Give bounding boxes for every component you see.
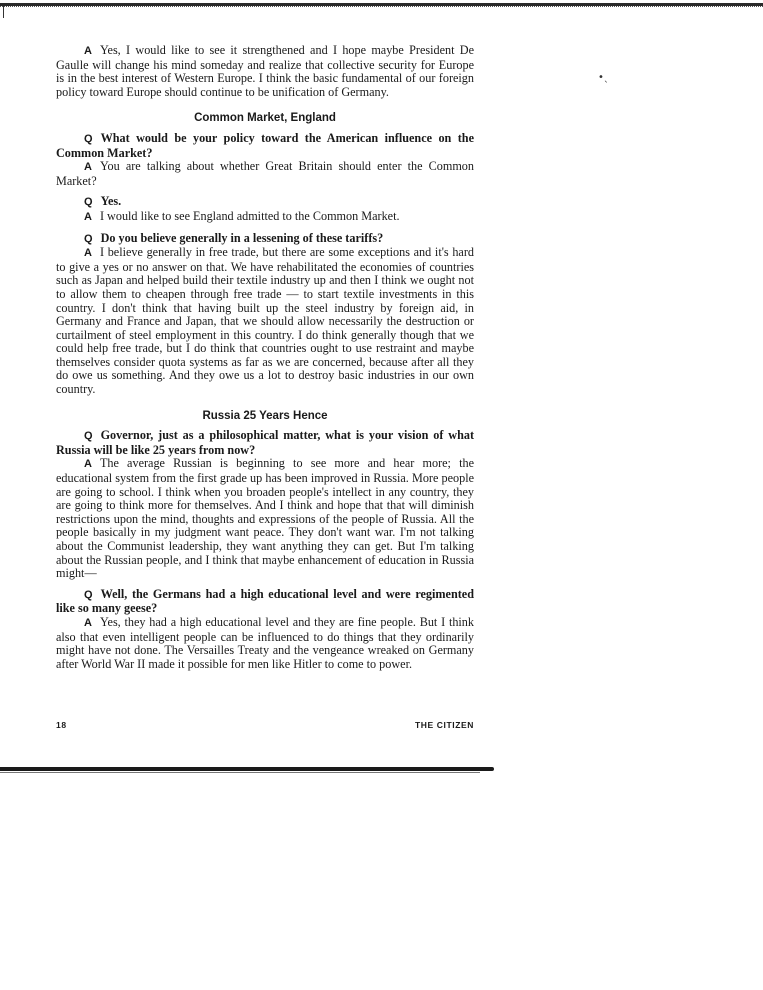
answer-marker: A [84,247,92,260]
answer-text: I believe generally in free trade, but there are some exceptions and it's hard to give a yes or no answer on that. We have rehabilitated the economies of countries such as Japan and helped build their textile industry up and then I think we ought not to allow them to cheapen through free trade — to start textile investments in this country. I don't think that having built up the steel industry by foreign aid, in Germany and France and Japan, that we should allow necessarily the destruction or curtailment of steel employment in this country. I do think generally though that we could help free trade, but I do think that countries ought to use restraint and maybe themselves consider quota systems as far as we are concerned, because after all they do owe us something. And they owe us a lot to destroy basic industries in our own country. [56,245,474,397]
section-heading: Russia 25 Years Hence [202,409,328,422]
question-text: Well, the Germans had a high educational level and were regimented like so many geese? [56,586,474,616]
question-marker: Q [84,132,93,145]
question-paragraph [56,429,474,457]
question-paragraph [56,588,474,616]
publication-name: THE CITIZEN [414,720,474,730]
answer-marker: A [84,161,92,174]
corner-mark [3,6,4,18]
question-marker: Q [84,232,93,245]
answer-paragraph [56,246,474,397]
section-heading: Common Market, England [194,112,336,125]
answer-paragraph [56,44,474,99]
question-paragraph [56,195,474,210]
answer-text: Yes, they had a high educational level and they are fine people. But I think also that even intelligent people can be influenced to do things that they ordinarily might have not done. The Versailles Treaty and the vengeance wreaked on Germany after World War II made it possible for men like Hitler to come to power. [56,614,474,671]
question-text: Yes. [100,194,122,209]
question-text: What would be your policy toward the American influence on the Common Market? [56,130,474,160]
answer-marker: A [84,210,92,223]
answer-paragraph [56,160,474,188]
answer-text: The average Russian is beginning to see more and hear more; the educational system from the first grade up has been improved in Russia. More people are going to school. I think when you broaden people's intellect in any country, they are going to think more for themselves. And I think and hope that that will diminish restrictions upon the mind, thoughts and expressions of the people of Russia. All the people basically in my judgment want peace. They don't want war. I'm not talking about the Communist leadership, they want anything they can get. But I'm talking about the Russian people, and I think that maybe enhancement of education in Russia might— [56,456,474,581]
answer-marker: A [84,45,92,57]
answer-paragraph [56,210,474,225]
answer-text: You are talking about whether Great Britain should enter the Common Market? [56,159,474,188]
article-column [56,44,474,671]
answer-text: Yes, I would like to see it strengthened and I hope maybe President De Gaulle will change his mind someday and realize that collective security for Europe is in the best interest of Western Europe. I think the basic fundamental of our foreign policy toward Europe should continue to be unification of Germany. [56,43,474,99]
question-paragraph [56,232,474,247]
page-number: 18 [56,720,67,730]
bottom-rule [0,767,494,771]
answer-marker: A [84,458,92,471]
bottom-thin-rule [0,772,480,773]
answer-paragraph [56,616,474,671]
answer-marker: A [84,616,92,629]
question-marker: Q [84,588,93,601]
question-marker: Q [84,430,93,443]
question-text: Do you believe generally in a lessening of these tariffs? [100,230,384,245]
question-text: Governor, just as a philosophical matter, what is your vision of what Russia will be like 25 years from now? [56,428,474,457]
question-marker: Q [84,196,93,209]
question-paragraph [56,132,474,160]
stray-mark: •ˎ [598,72,609,83]
answer-paragraph [56,457,474,580]
answer-text: I would like to see England admitted to the Common Market. [99,208,400,223]
top-dotted-rule [0,6,763,8]
